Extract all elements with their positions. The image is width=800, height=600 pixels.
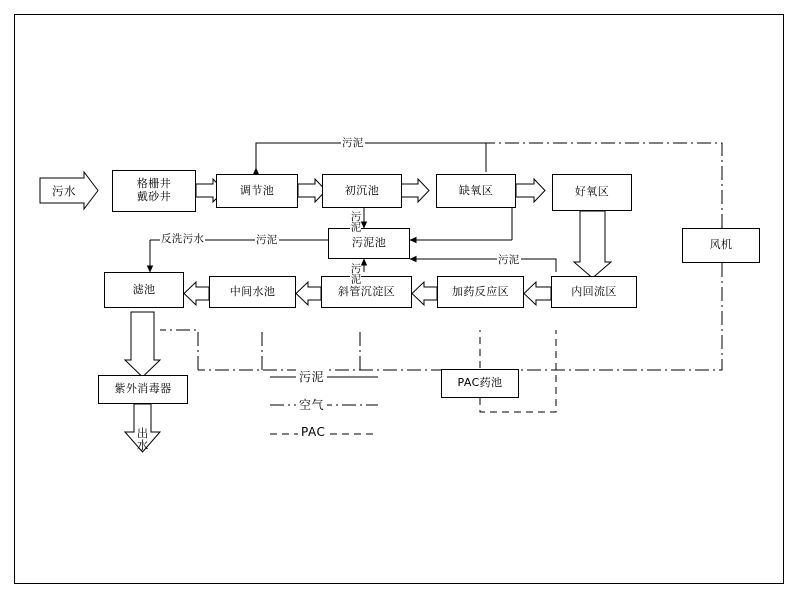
node-blower[interactable] <box>682 228 760 263</box>
node-aerobic-label: 好氧区 <box>574 185 610 199</box>
flow-label-sludge-vertical-lamella: 污泥 <box>349 263 362 284</box>
flow-label-sludge-to-pool: 污泥 <box>256 234 278 246</box>
node-internal-return[interactable] <box>551 276 637 308</box>
outflow-label: 出水 <box>135 427 150 451</box>
node-lamella[interactable] <box>321 276 412 308</box>
node-dosing-label: 加药反应区 <box>452 284 509 298</box>
node-equalize-label: 调节池 <box>239 183 275 197</box>
flow-label-sludge-from-right: 污泥 <box>498 254 520 266</box>
flow-label-sludge-vertical-primary: 污泥 <box>349 211 362 232</box>
legend-sludge-label: 污泥 <box>296 368 327 385</box>
legend-air-label: 空气 <box>296 396 327 413</box>
node-blower-label: 风机 <box>709 238 733 252</box>
legend-pac-label: PAC <box>298 425 328 439</box>
node-lamella-label: 斜管沉淀区 <box>338 284 395 298</box>
node-pac-label: PAC药池 <box>457 376 503 390</box>
node-dosing[interactable] <box>437 276 524 308</box>
node-sludge-pool[interactable] <box>328 228 410 259</box>
flow-label-sludge-top: 污泥 <box>342 137 364 149</box>
node-grit[interactable] <box>112 170 196 212</box>
node-anoxic[interactable] <box>436 174 516 208</box>
node-sludge-pool-label: 污泥池 <box>351 236 387 250</box>
node-filter-label: 滤池 <box>132 282 156 296</box>
node-grit-label-2: 戴砂井 <box>136 190 172 203</box>
node-anoxic-label: 缺氧区 <box>458 183 494 197</box>
node-pac[interactable] <box>441 369 519 398</box>
inflow-label: 污水 <box>52 184 76 198</box>
node-grit-label-1: 格栅井 <box>136 177 172 191</box>
node-aerobic[interactable] <box>552 174 632 211</box>
node-intermediate[interactable] <box>209 276 296 308</box>
node-equalize[interactable] <box>216 174 298 208</box>
node-intermediate-label: 中间水池 <box>229 284 276 298</box>
node-primary[interactable] <box>322 174 402 208</box>
node-primary-label: 初沉池 <box>344 183 380 197</box>
node-uv[interactable] <box>98 375 188 404</box>
node-filter[interactable] <box>104 272 184 308</box>
node-internal-return-label: 内回流区 <box>571 284 617 298</box>
flow-label-backwash: 反洗污水 <box>161 233 205 245</box>
node-uv-label: 紫外消毒器 <box>114 382 172 396</box>
